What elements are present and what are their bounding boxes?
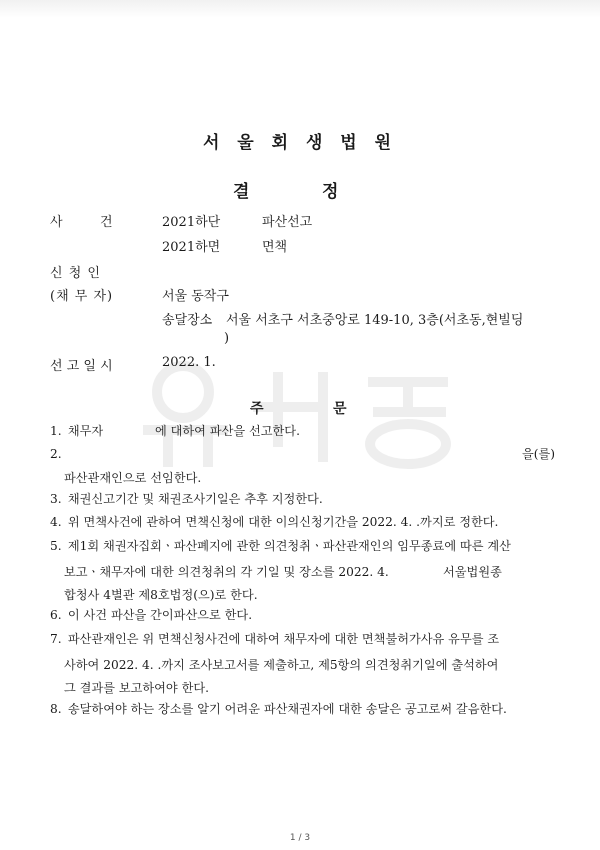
case-type-2: 면책 xyxy=(262,240,288,255)
item-text: 위 면책사건에 관하여 면책신청에 대한 이의신청기간을 2022. 4. .까지로 정한다. xyxy=(67,515,499,529)
document-title-char-2: 정 xyxy=(322,182,339,202)
case-number-2: 2021하면 xyxy=(162,240,221,255)
item-number: 5. xyxy=(50,539,62,553)
order-item-3 xyxy=(50,488,555,511)
order-title-char-2: 문 xyxy=(333,401,347,417)
item-number: 8. xyxy=(50,702,62,716)
scan-top-edge xyxy=(0,0,600,18)
order-item-6 xyxy=(50,604,555,627)
court-name: 서 울 회 생 법 원 xyxy=(202,133,398,153)
order-item-2-cont: 파산관재인으로 선임한다. xyxy=(64,471,202,485)
item-number: 7. xyxy=(50,632,62,646)
debtor-label: (채 무 자) xyxy=(50,289,114,304)
item-text: 채무자 xyxy=(67,424,104,438)
case-label-char-2: 건 xyxy=(100,215,113,230)
order-item-5-cont-2: 합청사 4별관 제8호법정(으)로 한다. xyxy=(64,588,258,602)
order-title-char-1: 주 xyxy=(250,401,264,417)
order-item-5-cont-1: 보고ㆍ채무자에 대한 의견청취의 각 기일 및 장소를 2022. 4. xyxy=(64,565,389,579)
item-text: 이 사건 파산을 간이파산으로 한다. xyxy=(67,608,253,622)
order-item-2 xyxy=(50,443,555,466)
pronounce-date: 2022. 1. xyxy=(162,355,216,370)
case-type-1: 파산선고 xyxy=(262,215,313,230)
order-item-7-cont-2: 그 결과를 보고하여야 한다. xyxy=(64,681,210,695)
case-number-1: 2021하단 xyxy=(162,215,221,230)
page-number: 1 / 3 xyxy=(289,833,311,843)
item-text: 제1회 채권자집회ㆍ파산폐지에 관한 의견청취ㆍ파산관재인의 임무종료에 따른 계산 xyxy=(67,539,511,553)
service-location-label: 송달장소 xyxy=(162,313,213,328)
order-item-8 xyxy=(50,698,555,721)
applicant-label: 신 청 인 xyxy=(50,266,101,281)
item-text: 파산관재인은 위 면책신청사건에 대하여 채무자에 대한 면책불허가사유 유무를 조 xyxy=(67,632,500,646)
service-address-end: ) xyxy=(224,331,230,346)
order-item-5-cont-1b: 서울법원종 xyxy=(443,565,502,579)
item-text-cont: 에 대하여 파산을 선고한다. xyxy=(154,424,300,438)
item-suffix: 을(를) xyxy=(521,447,555,461)
item-number: 3. xyxy=(50,492,62,506)
order-item-7-cont-1: 사하여 2022. 4. .까지 조사보고서를 제출하고, 제5항의 의견청취기일에 출석하여 xyxy=(64,658,499,672)
item-number: 6. xyxy=(50,608,62,622)
item-number: 1. xyxy=(50,424,62,438)
order-item-4 xyxy=(50,511,555,534)
service-address: 서울 서초구 서초중앙로 149-10, 3층(서초동,현빌딩 xyxy=(226,313,524,328)
pronounce-label: 선 고 일 시 xyxy=(50,359,113,374)
item-number: 4. xyxy=(50,515,62,529)
document-title-char-1: 결 xyxy=(233,182,250,202)
debtor-address: 서울 동작구 xyxy=(162,289,229,304)
order-item-7 xyxy=(50,628,555,651)
order-item-1 xyxy=(50,420,555,443)
item-text: 송달하여야 하는 장소를 알기 어려운 파산채권자에 대한 송달은 공고로써 갈음한다. xyxy=(67,702,507,716)
order-item-5 xyxy=(50,535,555,558)
item-text: 채권신고기간 및 채권조사기일은 추후 지정한다. xyxy=(67,492,323,506)
item-number: 2. xyxy=(50,447,62,461)
case-label-char-1: 사 xyxy=(50,215,63,230)
